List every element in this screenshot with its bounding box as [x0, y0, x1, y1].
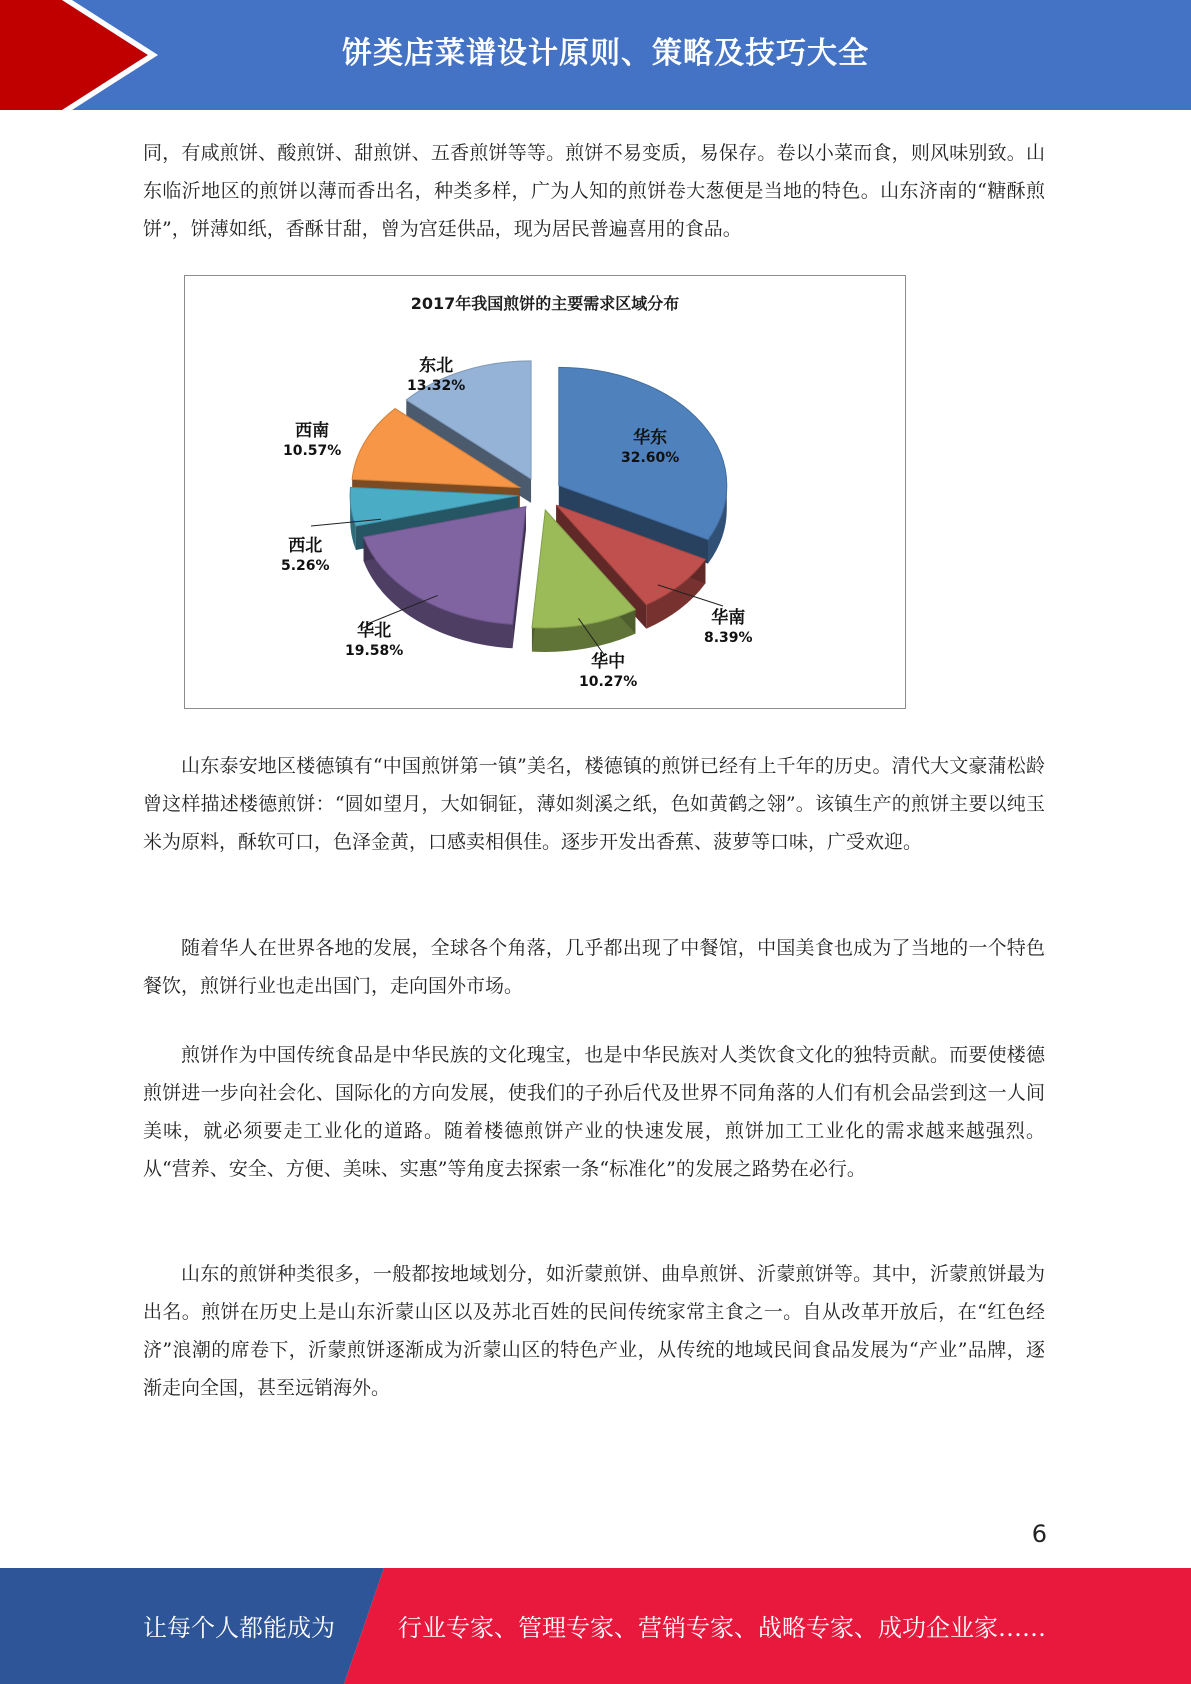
data-label-huazhong: 华中 10.27% — [579, 652, 638, 690]
paragraph-1: 同，有咸煎饼、酸煎饼、甜煎饼、五香煎饼等等。煎饼不易变质，易保存。卷以小菜而食，则风味别致。山东临沂地区的煎饼以薄而香出名，种类多样，广为人知的煎饼卷大葱便是当地的特色。山东济南的“糖酥煎饼”，饼薄如纸，香酥甘甜，曾为宫廷供品，现为居民普遍喜用的食品。 — [143, 142, 1045, 240]
footer-slogan-right: 行业专家、管理专家、营销专家、战略专家、成功企业家…… — [398, 1614, 1046, 1642]
paragraph-3: 随着华人在世界各地的发展，全球各个角落，几乎都出现了中餐馆，中国美食也成为了当地的一个特色餐饮，煎饼行业也走出国门，走向国外市场。 — [143, 937, 1045, 997]
data-label-xibei: 西北 5.26% — [281, 536, 330, 574]
page-header — [0, 0, 1191, 110]
footer-slogan-left: 让每个人都能成为 — [143, 1614, 335, 1642]
page-footer — [0, 1568, 1191, 1684]
data-label-huabei: 华北 19.58% — [345, 621, 404, 659]
paragraph-4: 煎饼作为中国传统食品是中华民族的文化瑰宝，也是中华民族对人类饮食文化的独特贡献。而要使楼德煎饼进一步向社会化、国际化的方向发展，使我们的子孙后代及世界不同角落的人们有机会品尝到这一人间美味，就必须要走工业化的道路。随着楼德煎饼产业的快速发展，煎饼加工工业化的需求越来越强烈。从“营养、安全、方便、美味、实惠”等角度去探索一条“标准化”的发展之路势在必行。 — [143, 1044, 1045, 1180]
paragraph-5: 山东的煎饼种类很多，一般都按地域划分，如沂蒙煎饼、曲阜煎饼、沂蒙煎饼等。其中，沂蒙煎饼最为出名。煎饼在历史上是山东沂蒙山区以及苏北百姓的民间传统家常主食之一。自从改革开放后，在“红色经济”浪潮的席卷下，沂蒙煎饼逐渐成为沂蒙山区的特色产业，从传统的地域民间食品发展为“产业”品牌，逐渐走向全国，甚至远销海外。 — [143, 1263, 1045, 1399]
paragraph-2: 山东泰安地区楼德镇有“中国煎饼第一镇”美名，楼德镇的煎饼已经有上千年的历史。清代大文豪蒲松龄曾这样描述楼德煎饼：“圆如望月，大如铜钲，薄如剡溪之纸，色如黄鹤之翎”。该镇生产的煎饼主要以纯玉米为原料，酥软可口，色泽金黄，口感卖相俱佳。逐步开发出香蕉、菠萝等口味，广受欢迎。 — [143, 755, 1045, 853]
pie-chart-plot — [185, 276, 905, 708]
data-label-dongbei: 东北 13.32% — [407, 356, 466, 394]
data-label-xinan: 西南 10.57% — [283, 421, 342, 459]
page-number: 6 — [1031, 1520, 1047, 1548]
data-label-huadong: 华东 32.60% — [621, 428, 680, 466]
document-title: 饼类店菜谱设计原则、策略及技巧大全 — [342, 36, 869, 71]
chart-title: 2017年我国煎饼的主要需求区域分布 — [410, 294, 680, 313]
data-label-huanan: 华南 8.39% — [704, 608, 753, 646]
pie-chart — [184, 275, 906, 709]
